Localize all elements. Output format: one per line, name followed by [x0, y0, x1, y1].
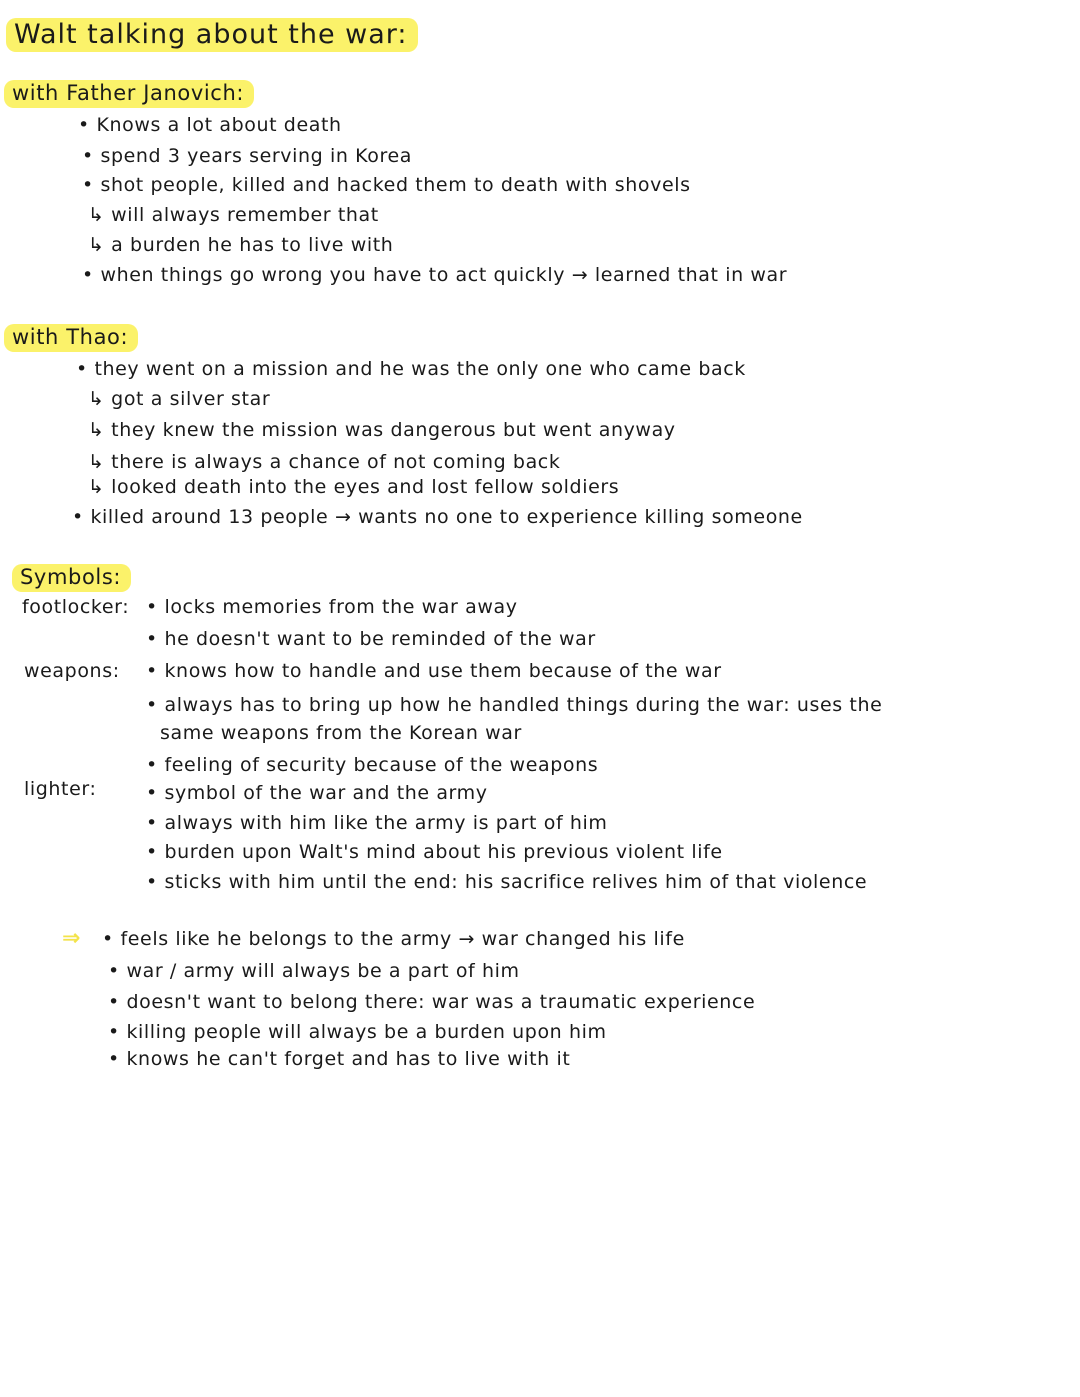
note-line: • knows how to handle and use them because of the war: [146, 660, 722, 682]
note-line: • Knows a lot about death: [78, 114, 342, 136]
note-line: • war / army will always be a part of him: [108, 960, 520, 982]
label-footlocker: footlocker:: [22, 596, 130, 618]
note-line: • knows he can't forget and has to live with it: [108, 1048, 571, 1070]
note-line: • shot people, killed and hacked them to death with shovels: [82, 174, 691, 196]
note-line: • doesn't want to belong there: war was a traumatic experience: [108, 991, 756, 1013]
note-line: • spend 3 years serving in Korea: [82, 145, 412, 167]
note-subline: ↳ got a silver star: [88, 388, 271, 410]
note-line: • symbol of the war and the army: [146, 782, 488, 804]
label-lighter: lighter:: [24, 778, 97, 800]
note-line: • feels like he belongs to the army → war changed his life: [102, 928, 685, 950]
heading-thao: with Thao:: [4, 324, 138, 352]
conclusion-arrow-icon: ⇒: [62, 926, 82, 951]
note-line: • always with him like the army is part of him: [146, 812, 608, 834]
note-line: • burden upon Walt's mind about his previous violent life: [146, 841, 723, 863]
note-subline: ↳ looked death into the eyes and lost fellow soldiers: [88, 476, 620, 498]
page-title: Walt talking about the war:: [6, 18, 418, 52]
note-line: • killed around 13 people → wants no one to experience killing someone: [72, 506, 803, 528]
note-line: • sticks with him until the end: his sacrifice relives him of that violence: [146, 871, 868, 893]
note-subline: ↳ a burden he has to live with: [88, 234, 394, 256]
note-line: • when things go wrong you have to act quickly → learned that in war: [82, 264, 788, 286]
note-line: • always has to bring up how he handled things during the war: uses the: [146, 694, 883, 716]
note-line: • feeling of security because of the weapons: [146, 754, 599, 776]
note-subline: ↳ they knew the mission was dangerous but went anyway: [88, 419, 676, 441]
note-line: • they went on a mission and he was the only one who came back: [76, 358, 746, 380]
note-line: • locks memories from the war away: [146, 596, 518, 618]
note-line-continued: same weapons from the Korean war: [160, 722, 522, 744]
note-line: • he doesn't want to be reminded of the war: [146, 628, 596, 650]
heading-father-janovich: with Father Janovich:: [4, 80, 254, 108]
note-line: • killing people will always be a burden upon him: [108, 1021, 607, 1043]
note-subline: ↳ will always remember that: [88, 204, 379, 226]
note-subline: ↳ there is always a chance of not coming back: [88, 451, 561, 473]
label-weapons: weapons:: [24, 660, 120, 682]
heading-symbols: Symbols:: [12, 564, 131, 592]
